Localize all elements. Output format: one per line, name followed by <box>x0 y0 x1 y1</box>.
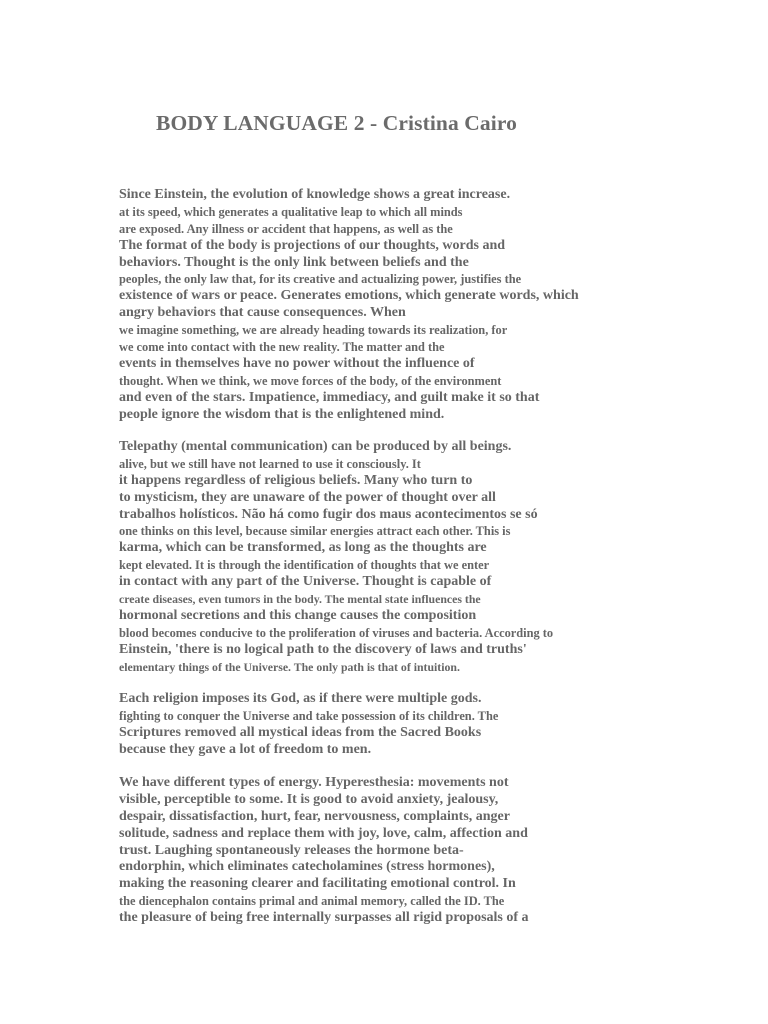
text-line: visible, perceptible to some. It is good to avoid anxiety, jealousy, <box>119 791 499 807</box>
text-line: in contact with any part of the Universe. Thought is capable of <box>119 574 492 590</box>
text-line: because they gave a lot of freedom to men. <box>119 741 372 757</box>
paragraph-telepathy <box>119 439 553 675</box>
text-line: Scriptures removed all mystical ideas from the Sacred Books <box>119 724 482 740</box>
text-line: it happens regardless of religious beliefs. Many who turn to <box>119 472 473 488</box>
paragraph-einstein-knowledge <box>119 187 579 423</box>
text-line: behaviors. Thought is the only link between beliefs and the <box>119 254 469 270</box>
text-line: we come into contact with the new reality. The matter and the <box>119 340 445 355</box>
text-line: solitude, sadness and replace them with joy, love, calm, affection and <box>119 825 528 841</box>
text-line: trust. Laughing spontaneously releases the hormone beta- <box>119 842 464 858</box>
text-line: thought. When we think, we move forces of the body, of the environment <box>119 373 502 388</box>
text-line: one thinks on this level, because similar energies attract each other. This is <box>119 524 511 539</box>
text-line: fighting to conquer the Universe and take possession of its children. The <box>119 708 499 723</box>
text-line: alive, but we still have not learned to use it consciously. It <box>119 456 421 471</box>
text-line: are exposed. Any illness or accident that happens, as well as the <box>119 221 453 236</box>
text-line: Telepathy (mental communication) can be produced by all beings. <box>119 439 512 454</box>
text-line: trabalhos holísticos. Não há como fugir dos maus acontecimentos se só <box>119 506 538 522</box>
paragraph-energy <box>119 775 529 927</box>
text-line: kept elevated. It is through the identification of thoughts that we enter <box>119 558 490 573</box>
text-line: to mysticism, they are unaware of the power of thought over all <box>119 489 496 505</box>
text-line: we imagine something, we are already heading towards its realization, for <box>119 323 508 338</box>
document-title: BODY LANGUAGE 2 - Cristina Cairo <box>156 111 517 135</box>
text-line: karma, which can be transformed, as long as the thoughts are <box>119 540 487 556</box>
text-line: The format of the body is projections of our thoughts, words and <box>119 237 506 253</box>
text-line: endorphin, which eliminates catecholamines (stress hormones), <box>119 859 495 875</box>
text-line: peoples, the only law that, for its creative and actualizing power, justifies the <box>119 272 522 287</box>
text-line: Since Einstein, the evolution of knowledge shows a great increase. <box>119 187 511 202</box>
text-line: hormonal secretions and this change causes the composition <box>119 607 477 623</box>
text-line: blood becomes conducive to the proliferation of viruses and bacteria. According to <box>119 625 554 640</box>
paragraph-religion <box>119 691 498 759</box>
text-line: making the reasoning clearer and facilitating emotional control. In <box>119 876 516 892</box>
text-line: Each religion imposes its God, as if there were multiple gods. <box>119 691 482 706</box>
text-line: We have different types of energy. Hyperesthesia: movements not <box>119 775 509 790</box>
text-line: and even of the stars. Impatience, immediacy, and guilt make it so that <box>119 389 540 405</box>
text-line: despair, dissatisfaction, hurt, fear, nervousness, complaints, anger <box>119 808 510 824</box>
text-line: create diseases, even tumors in the body. The mental state influences the <box>119 592 481 607</box>
text-line: angry behaviors that cause consequences. When <box>119 305 406 321</box>
text-line: elementary things of the Universe. The only path is that of intuition. <box>119 659 460 674</box>
text-line: the diencephalon contains primal and animal memory, called the ID. The <box>119 894 505 909</box>
text-line: at its speed, which generates a qualitative leap to which all minds <box>119 204 463 219</box>
text-line: Einstein, 'there is no logical path to the discovery of laws and truths' <box>119 641 527 657</box>
text-line: the pleasure of being free internally surpasses all rigid proposals of a <box>119 910 529 926</box>
text-line: events in themselves have no power without the influence of <box>119 355 475 371</box>
text-line: people ignore the wisdom that is the enlightened mind. <box>119 406 445 422</box>
text-line: existence of wars or peace. Generates emotions, which generate words, which <box>119 288 579 304</box>
